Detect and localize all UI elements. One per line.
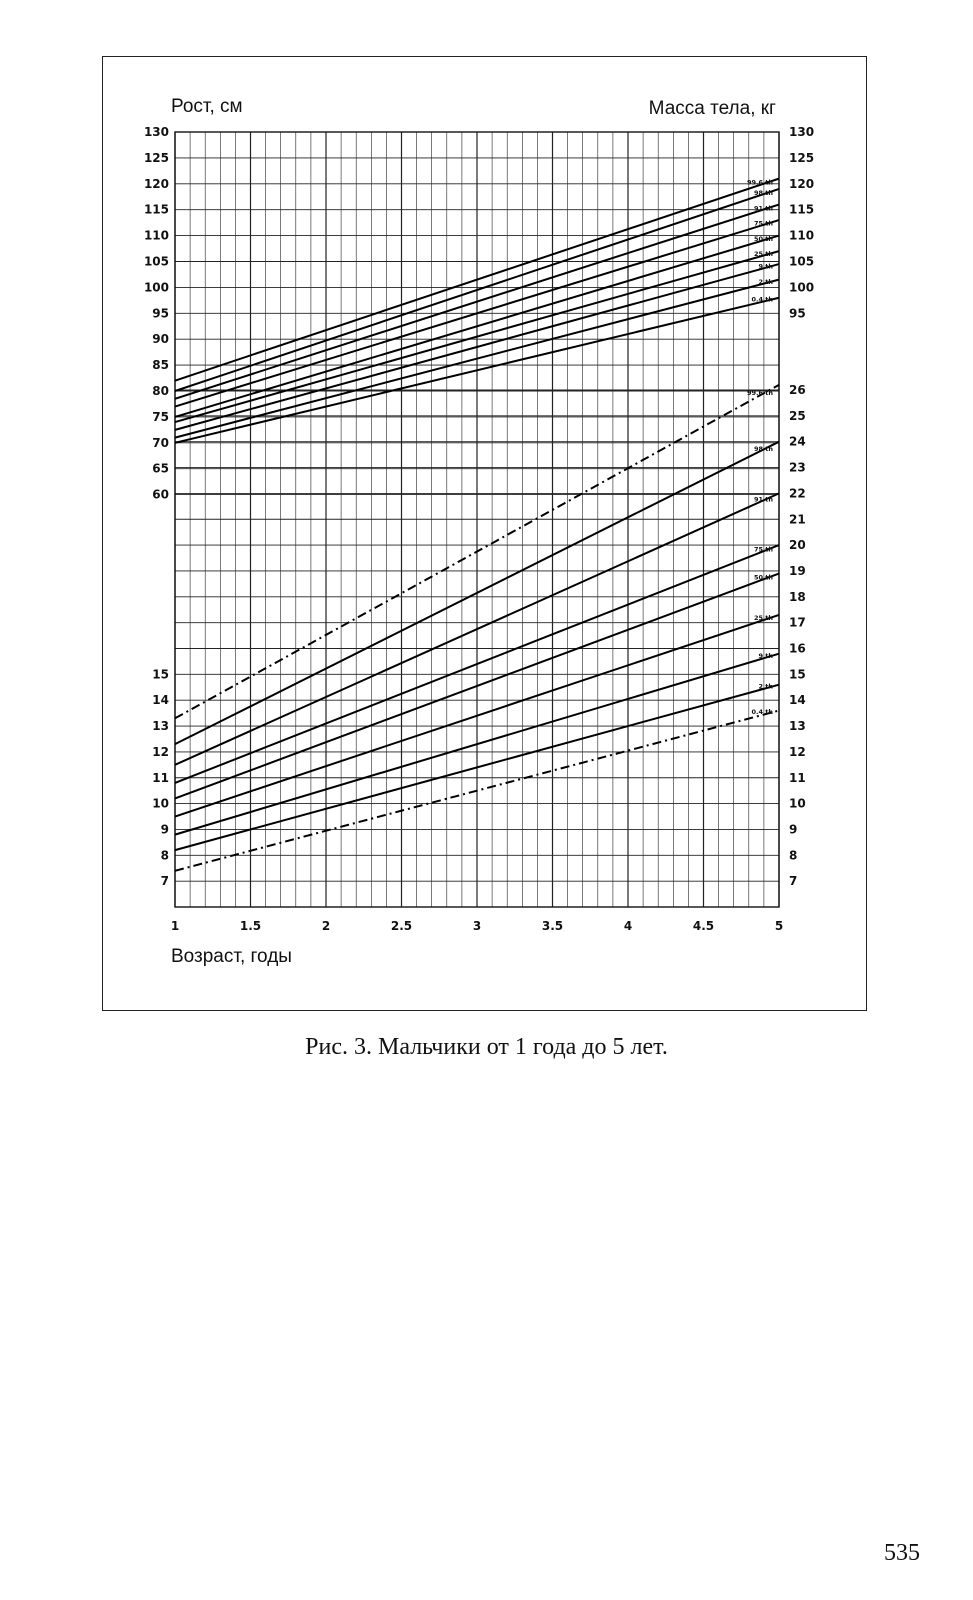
weight-tick-right: 7 bbox=[789, 874, 798, 889]
height-percentile-label: 25 th bbox=[753, 249, 773, 258]
weight-tick-right: 10 bbox=[789, 796, 806, 811]
height-tick-left: 100 bbox=[143, 280, 169, 295]
weight-percentile-label: 9 th bbox=[758, 651, 773, 660]
height-percentile-label: 2 th bbox=[758, 277, 773, 286]
weight-tick-right: 26 bbox=[789, 383, 806, 397]
height-tick-left: 120 bbox=[143, 176, 169, 191]
height-percentile-label: 99.6 th bbox=[746, 178, 773, 187]
weight-tick-right: 22 bbox=[789, 486, 806, 501]
height-percentile-label: 98 th bbox=[753, 189, 773, 198]
height-percentile-label: 50 th bbox=[753, 234, 773, 243]
x-tick-label: 2.5 bbox=[390, 919, 413, 933]
weight-tick-right: 9 bbox=[789, 822, 798, 837]
weight-tick-right: 19 bbox=[789, 563, 806, 578]
weight-tick-right: 20 bbox=[789, 538, 806, 553]
x-tick-label: 4.5 bbox=[692, 919, 715, 933]
weight-tick-right: 24 bbox=[789, 434, 806, 449]
height-tick-left: 60 bbox=[152, 487, 169, 502]
weight-percentile-label: 25 th bbox=[753, 613, 773, 622]
axis-ticks bbox=[144, 125, 814, 933]
weight-tick-left: 8 bbox=[160, 848, 169, 863]
weight-tick-left: 12 bbox=[152, 744, 169, 759]
weight-tick-right: 13 bbox=[789, 719, 806, 734]
weight-tick-left: 7 bbox=[160, 874, 169, 889]
height-tick-left: 105 bbox=[143, 254, 169, 269]
x-tick-label: 3 bbox=[472, 919, 482, 933]
growth-chart-frame bbox=[102, 56, 867, 1011]
weight-tick-right: 16 bbox=[789, 641, 806, 656]
weight-tick-left: 9 bbox=[160, 822, 169, 837]
weight-tick-right: 15 bbox=[789, 667, 806, 682]
height-tick-left: 85 bbox=[152, 358, 169, 373]
weight-tick-right: 23 bbox=[789, 460, 806, 475]
height-tick-left: 65 bbox=[152, 461, 169, 476]
height-tick-right: 100 bbox=[789, 280, 815, 295]
height-percentile-label: 91 th bbox=[753, 204, 773, 213]
weight-tick-left: 10 bbox=[152, 796, 169, 811]
height-tick-left: 125 bbox=[143, 150, 169, 165]
x-tick-label: 4 bbox=[623, 919, 633, 933]
ylabel-right: Масса тела, кг bbox=[648, 98, 776, 119]
weight-tick-left: 11 bbox=[152, 770, 169, 785]
weight-tick-right: 17 bbox=[789, 615, 806, 630]
x-tick-label: 1 bbox=[170, 919, 180, 933]
weight-percentile-label: 98 th bbox=[753, 444, 773, 453]
weight-percentile-label: 91 th bbox=[753, 495, 773, 504]
height-tick-left: 80 bbox=[152, 384, 169, 398]
height-tick-right: 125 bbox=[789, 150, 815, 165]
height-percentile-label: 0.4 th bbox=[751, 295, 773, 304]
x-tick-label: 1.5 bbox=[239, 919, 262, 933]
weight-tick-right: 12 bbox=[789, 744, 806, 759]
height-tick-right: 105 bbox=[789, 254, 815, 269]
page-number: 535 bbox=[884, 1540, 920, 1566]
weight-tick-right: 18 bbox=[789, 589, 806, 604]
weight-percentile-label: 0.4 th bbox=[751, 707, 773, 716]
weight-tick-right: 21 bbox=[789, 512, 806, 527]
height-tick-left: 110 bbox=[143, 228, 169, 243]
height-percentile-label: 9 th bbox=[758, 262, 773, 271]
weight-percentile-label: 75 th bbox=[753, 545, 773, 554]
height-tick-left: 70 bbox=[152, 435, 169, 450]
height-tick-right: 120 bbox=[789, 176, 815, 191]
height-tick-right: 115 bbox=[789, 202, 815, 217]
height-tick-left: 130 bbox=[143, 125, 169, 139]
height-tick-left: 95 bbox=[152, 306, 169, 321]
figure-caption: Рис. 3. Мальчики от 1 года до 5 лет. bbox=[305, 1034, 668, 1060]
height-tick-left: 75 bbox=[152, 409, 169, 424]
weight-tick-left: 13 bbox=[152, 719, 169, 734]
weight-tick-left: 14 bbox=[152, 693, 169, 708]
weight-percentile-label: 50 th bbox=[753, 573, 773, 582]
weight-percentile-label: 2 th bbox=[758, 682, 773, 691]
height-tick-left: 90 bbox=[152, 332, 169, 347]
xlabel: Возраст, годы bbox=[171, 946, 292, 967]
height-tick-right: 130 bbox=[789, 125, 815, 139]
growth-chart bbox=[103, 57, 868, 1012]
height-tick-right: 110 bbox=[789, 228, 815, 243]
weight-percentile-label: 99.6 th bbox=[746, 389, 773, 398]
weight-tick-right: 25 bbox=[789, 408, 806, 423]
weight-tick-right: 11 bbox=[789, 770, 806, 785]
height-tick-left: 115 bbox=[143, 202, 169, 217]
ylabel-left: Рост, см bbox=[171, 96, 243, 117]
x-tick-label: 5 bbox=[774, 919, 784, 933]
weight-tick-right: 8 bbox=[789, 848, 798, 863]
x-tick-label: 2 bbox=[321, 919, 331, 933]
weight-tick-left: 15 bbox=[152, 667, 169, 682]
height-percentile-label: 75 th bbox=[753, 219, 773, 228]
weight-tick-right: 14 bbox=[789, 693, 806, 708]
x-tick-label: 3.5 bbox=[541, 919, 564, 933]
height-tick-right: 95 bbox=[789, 306, 806, 321]
